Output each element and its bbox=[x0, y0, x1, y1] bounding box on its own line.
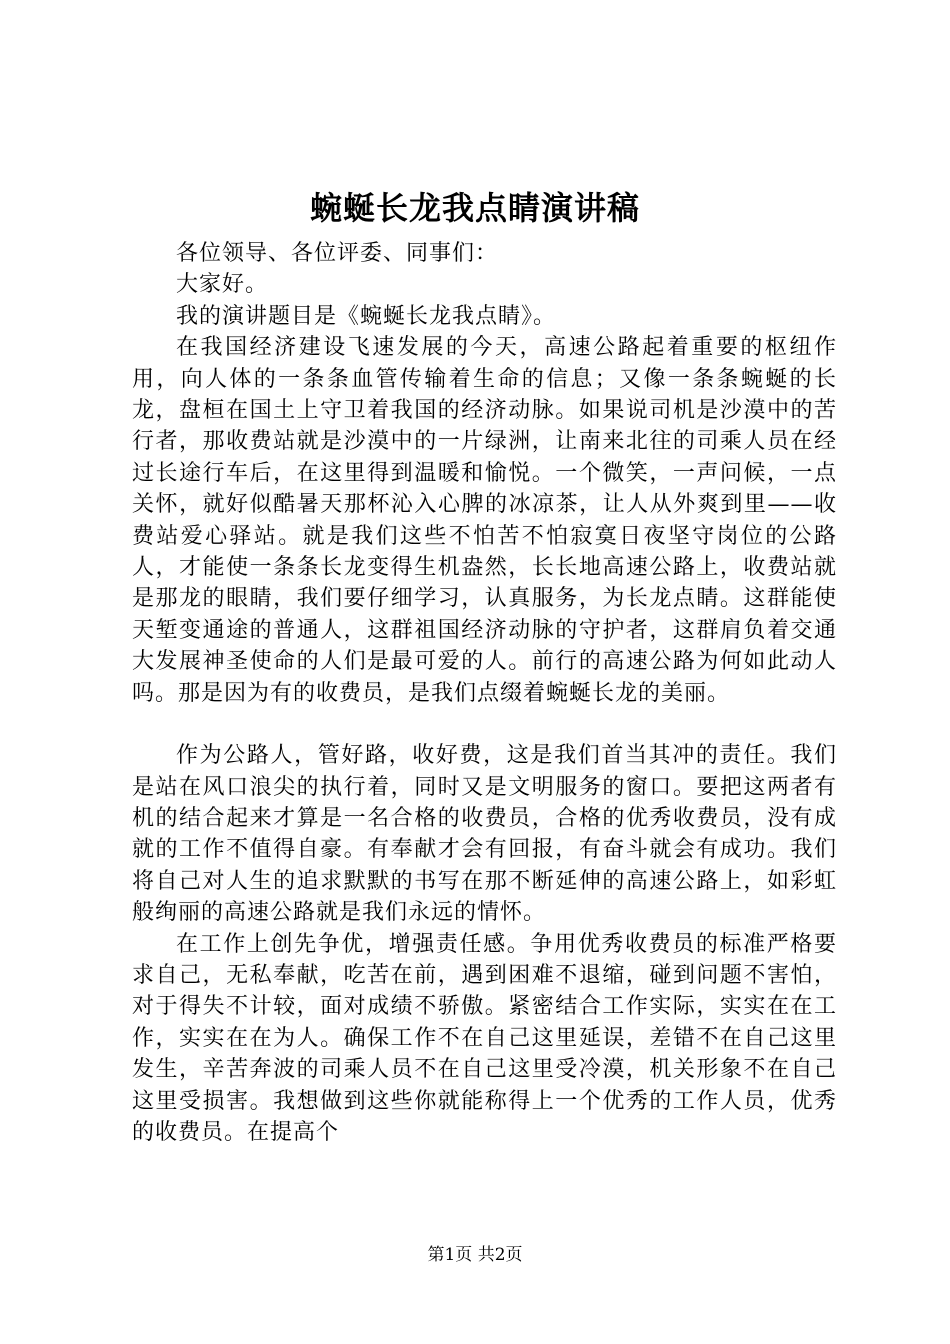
paragraph-body-3: 在工作上创先争优，增强责任感。争用优秀收费员的标准严格要求自己，无私奉献，吃苦在前，遇到困难不退缩，碰到问题不害怕，对于得失不计较，面对成绩不骄傲。紧密结合工作实际，实实在在工作，实实在在为人。确保工作不在自己这里延误，差错不在自己这里发生，辛苦奔波的司乘人员不在自己这里受冷漠，机关形象不在自己这里受损害。我想做到这些你就能称得上一个优秀的工作人员，优秀的收费员。在提高个 bbox=[132, 931, 837, 1145]
paragraph-body-2: 作为公路人，管好路，收好费，这是我们首当其冲的责任。我们是站在风口浪尖的执行着，同时又是文明服务的窗口。要把这两者有机的结合起来才算是一名合格的收费员，合格的优秀收费员，没有成就的工作不值得自豪。有奉献才会有回报，有奋斗就会有成功。我们将自己对人生的追求默默的书写在那不断延伸的高速公路上，如彩虹般绚丽的高速公路就是我们永远的情怀。 bbox=[132, 743, 837, 926]
document-title: 蜿蜒长龙我点睛演讲稿 bbox=[309, 189, 640, 227]
paragraph-salutation: 各位领导、各位评委、同事们： bbox=[176, 241, 499, 266]
paragraph-topic: 我的演讲题目是《蜿蜒长龙我点睛》。 bbox=[176, 303, 557, 329]
document-body bbox=[132, 238, 837, 1148]
paragraph-greeting: 大家好。 bbox=[176, 272, 269, 298]
page-number-footer: 第1页 共2页 bbox=[427, 1245, 523, 1265]
paragraph-body-1: 在我国经济建设飞速发展的今天，高速公路起着重要的枢纽作用，向人体的一条条血管传输着生命的信息；又像一条条蜿蜒的长龙，盘桓在国土上守卫着我国的经济动脉。如果说司机是沙漠中的苦行者，那收费站就是沙漠中的一片绿洲，让南来北往的司乘人员在经过长途行车后，在这里得到温暖和愉悦。一个微笑，一声问候，一点关怀，就好似酷暑天那杯沁入心脾的冰凉茶，让人从外爽到里——收费站爱心驿站。就是我们这些不怕苦不怕寂寞日夜坚守岗位的公路人，才能使一条条长龙变得生机盎然，长长地高速公路上，收费站就是那龙的眼睛，我们要仔细学习，认真服务，为长龙点睛。这群能使天堑变通途的普通人，这群祖国经济动脉的守护者，这群肩负着交通大发展神圣使命的人们是最可爱的人。前行的高速公路为何如此动人吗。那是因为有的收费员，是我们点缀着蜿蜒长龙的美丽。 bbox=[132, 335, 837, 706]
